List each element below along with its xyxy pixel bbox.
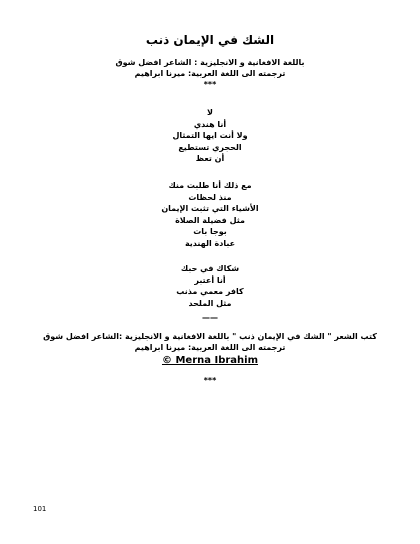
- credit-block: [40, 331, 380, 353]
- copyright-link[interactable]: © Merna Ibrahim: [161, 355, 259, 366]
- verse-line: مثل الملحد: [188, 298, 232, 308]
- stanza-3: [40, 263, 380, 309]
- verse-line: منذ لحظات: [188, 192, 232, 202]
- verse-line: بوجا بات: [193, 227, 227, 236]
- stanza-1: [40, 107, 380, 165]
- header-line: ترجمته الى اللغة العربية: ميرنا ابراهيم: [134, 69, 286, 78]
- verse-line: أنا أعتبر: [194, 275, 226, 285]
- verse-line: الأشياء التي تثبت الإيمان: [161, 204, 259, 213]
- page-number: 101: [33, 505, 47, 513]
- verse-line: عبادة الهندية: [184, 238, 236, 248]
- verse-line: الحجري تستطيع: [178, 142, 242, 152]
- verse-line: شكاك في حبك: [180, 264, 240, 273]
- verse-line: ولا أنت ايها التمثال: [172, 131, 248, 140]
- header-line: باللغة الافغانية و الانجليزية : الشاعر افضل شوق: [115, 58, 305, 67]
- end-stars: ***: [203, 376, 217, 385]
- header-block: [40, 57, 380, 90]
- verse-line: مثل فضيلة الصلاة: [175, 215, 245, 225]
- verse-line: أن تعظ: [195, 154, 225, 163]
- poem-title: الشك في الإيمان ذنب: [145, 33, 275, 47]
- header-stars: ***: [203, 80, 217, 89]
- credit-line: كتب الشعر " الشك في الإيمان ذنب " باللغة الافغانية و الانجليزية :الشاعر افضل شوق: [43, 332, 377, 341]
- verse-line: أنا هندي: [193, 119, 227, 129]
- verse-line: لا: [207, 108, 213, 117]
- verse-line: مع ذلك أنا طلبت منك: [168, 181, 252, 190]
- verse-line: كافر معمي مذنب: [176, 287, 244, 296]
- stanza-2: [40, 180, 380, 249]
- credit-line: ترجمته الى اللغة العربية: ميرنا ابراهيم: [134, 343, 286, 352]
- divider: ——: [202, 313, 218, 322]
